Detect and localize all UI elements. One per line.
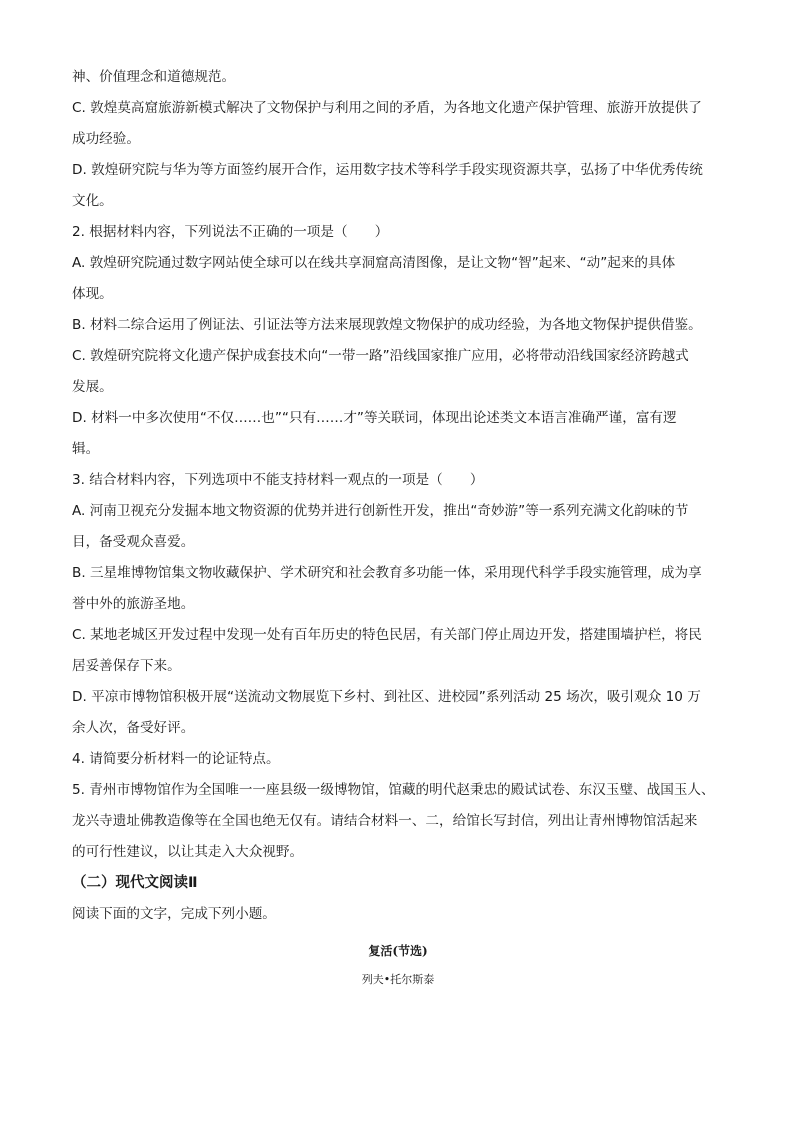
text-line: A. 河南卫视充分发掘本地文物资源的优势并进行创新性开发，推出“奇妙游”等一系列充满文化韵味的节 <box>72 503 689 519</box>
text-line: C. 敦煌研究院将文化遗产保护成套技术向“一带一路”沿线国家推广应用，必将带动沿线国家经济跨越式 <box>72 348 689 364</box>
text-line: 的可行性建议，以让其走入大众视野。 <box>72 844 304 860</box>
text-line: 4. 请简要分析材料一的论证特点。 <box>72 751 280 767</box>
text-line: D. 材料一中多次使用“不仅……也”“只有……才”等关联词，体现出论述类文本语言准确严谨，富有逻 <box>72 410 677 426</box>
text-line: 余人次，备受好评。 <box>72 720 195 736</box>
page-content <box>72 62 724 994</box>
text-line: 居妥善保存下来。 <box>72 658 181 674</box>
text-line: C. 某地老城区开发过程中发现一处有百年历史的特色民居，有关部门停止周边开发，搭建围墙护栏，将民 <box>72 627 702 643</box>
text-line: C. 敦煌莫高窟旅游新模式解决了文物保护与利用之间的矛盾，为各地文化遗产保护管理、旅游开放提供了 <box>72 100 702 116</box>
text-line: 目，备受观众喜爱。 <box>72 534 195 550</box>
passage-header <box>72 936 724 994</box>
text-line: B. 材料二综合运用了例证法、引证法等方法来展现敦煌文物保护的成功经验，为各地文物保护提供借鉴。 <box>72 317 702 333</box>
text-line: B. 三星堆博物馆集文物收藏保护、学术研究和社会教育多功能一体，采用现代科学手段实施管理，成为享 <box>72 565 702 581</box>
question-lines <box>72 62 724 868</box>
text-line: 2. 根据材料内容，下列说法不正确的一项是（ ） <box>72 224 389 240</box>
text-line: 辑。 <box>72 441 100 457</box>
text-line: 5. 青州市博物馆作为全国唯一一座县级一级博物馆，馆藏的明代赵秉忠的殿试试卷、东汉玉璧、战国玉人、 <box>72 782 715 798</box>
text-line: 成功经验。 <box>72 131 140 147</box>
text-line: 誉中外的旅游圣地。 <box>72 596 195 612</box>
text-line: 体现。 <box>72 286 113 302</box>
text-line: 龙兴寺遗址佛教造像等在全国也绝无仅有。请结合材料一、二，给馆长写封信，列出让青州博物馆活起来 <box>72 813 698 829</box>
text-line: D. 平凉市博物馆积极开展“送流动文物展览下乡村、到社区、进校园”系列活动 25 场次，吸引观众 10 万 <box>72 689 701 705</box>
section-heading: （二）现代文阅读Ⅱ <box>72 875 198 891</box>
passage-author: 列夫•托尔斯泰 <box>361 973 435 986</box>
text-line: D. 敦煌研究院与华为等方面签约展开合作，运用数字技术等科学手段实现资源共享，弘扬了中华优秀传统 <box>72 162 703 178</box>
reading-instruction: 阅读下面的文字，完成下列小题。 <box>72 906 276 922</box>
text-line: 文化。 <box>72 193 113 209</box>
text-line: A. 敦煌研究院通过数字网站使全球可以在线共享洞窟高清图像，是让文物“智”起来、“动”起来的具体 <box>72 255 676 271</box>
text-line: 3. 结合材料内容，下列选项中不能支持材料一观点的一项是（ ） <box>72 472 484 488</box>
passage-title: 复活(节选) <box>368 944 428 958</box>
text-line: 神、价值理念和道德规范。 <box>72 69 236 85</box>
text-line: 发展。 <box>72 379 113 395</box>
